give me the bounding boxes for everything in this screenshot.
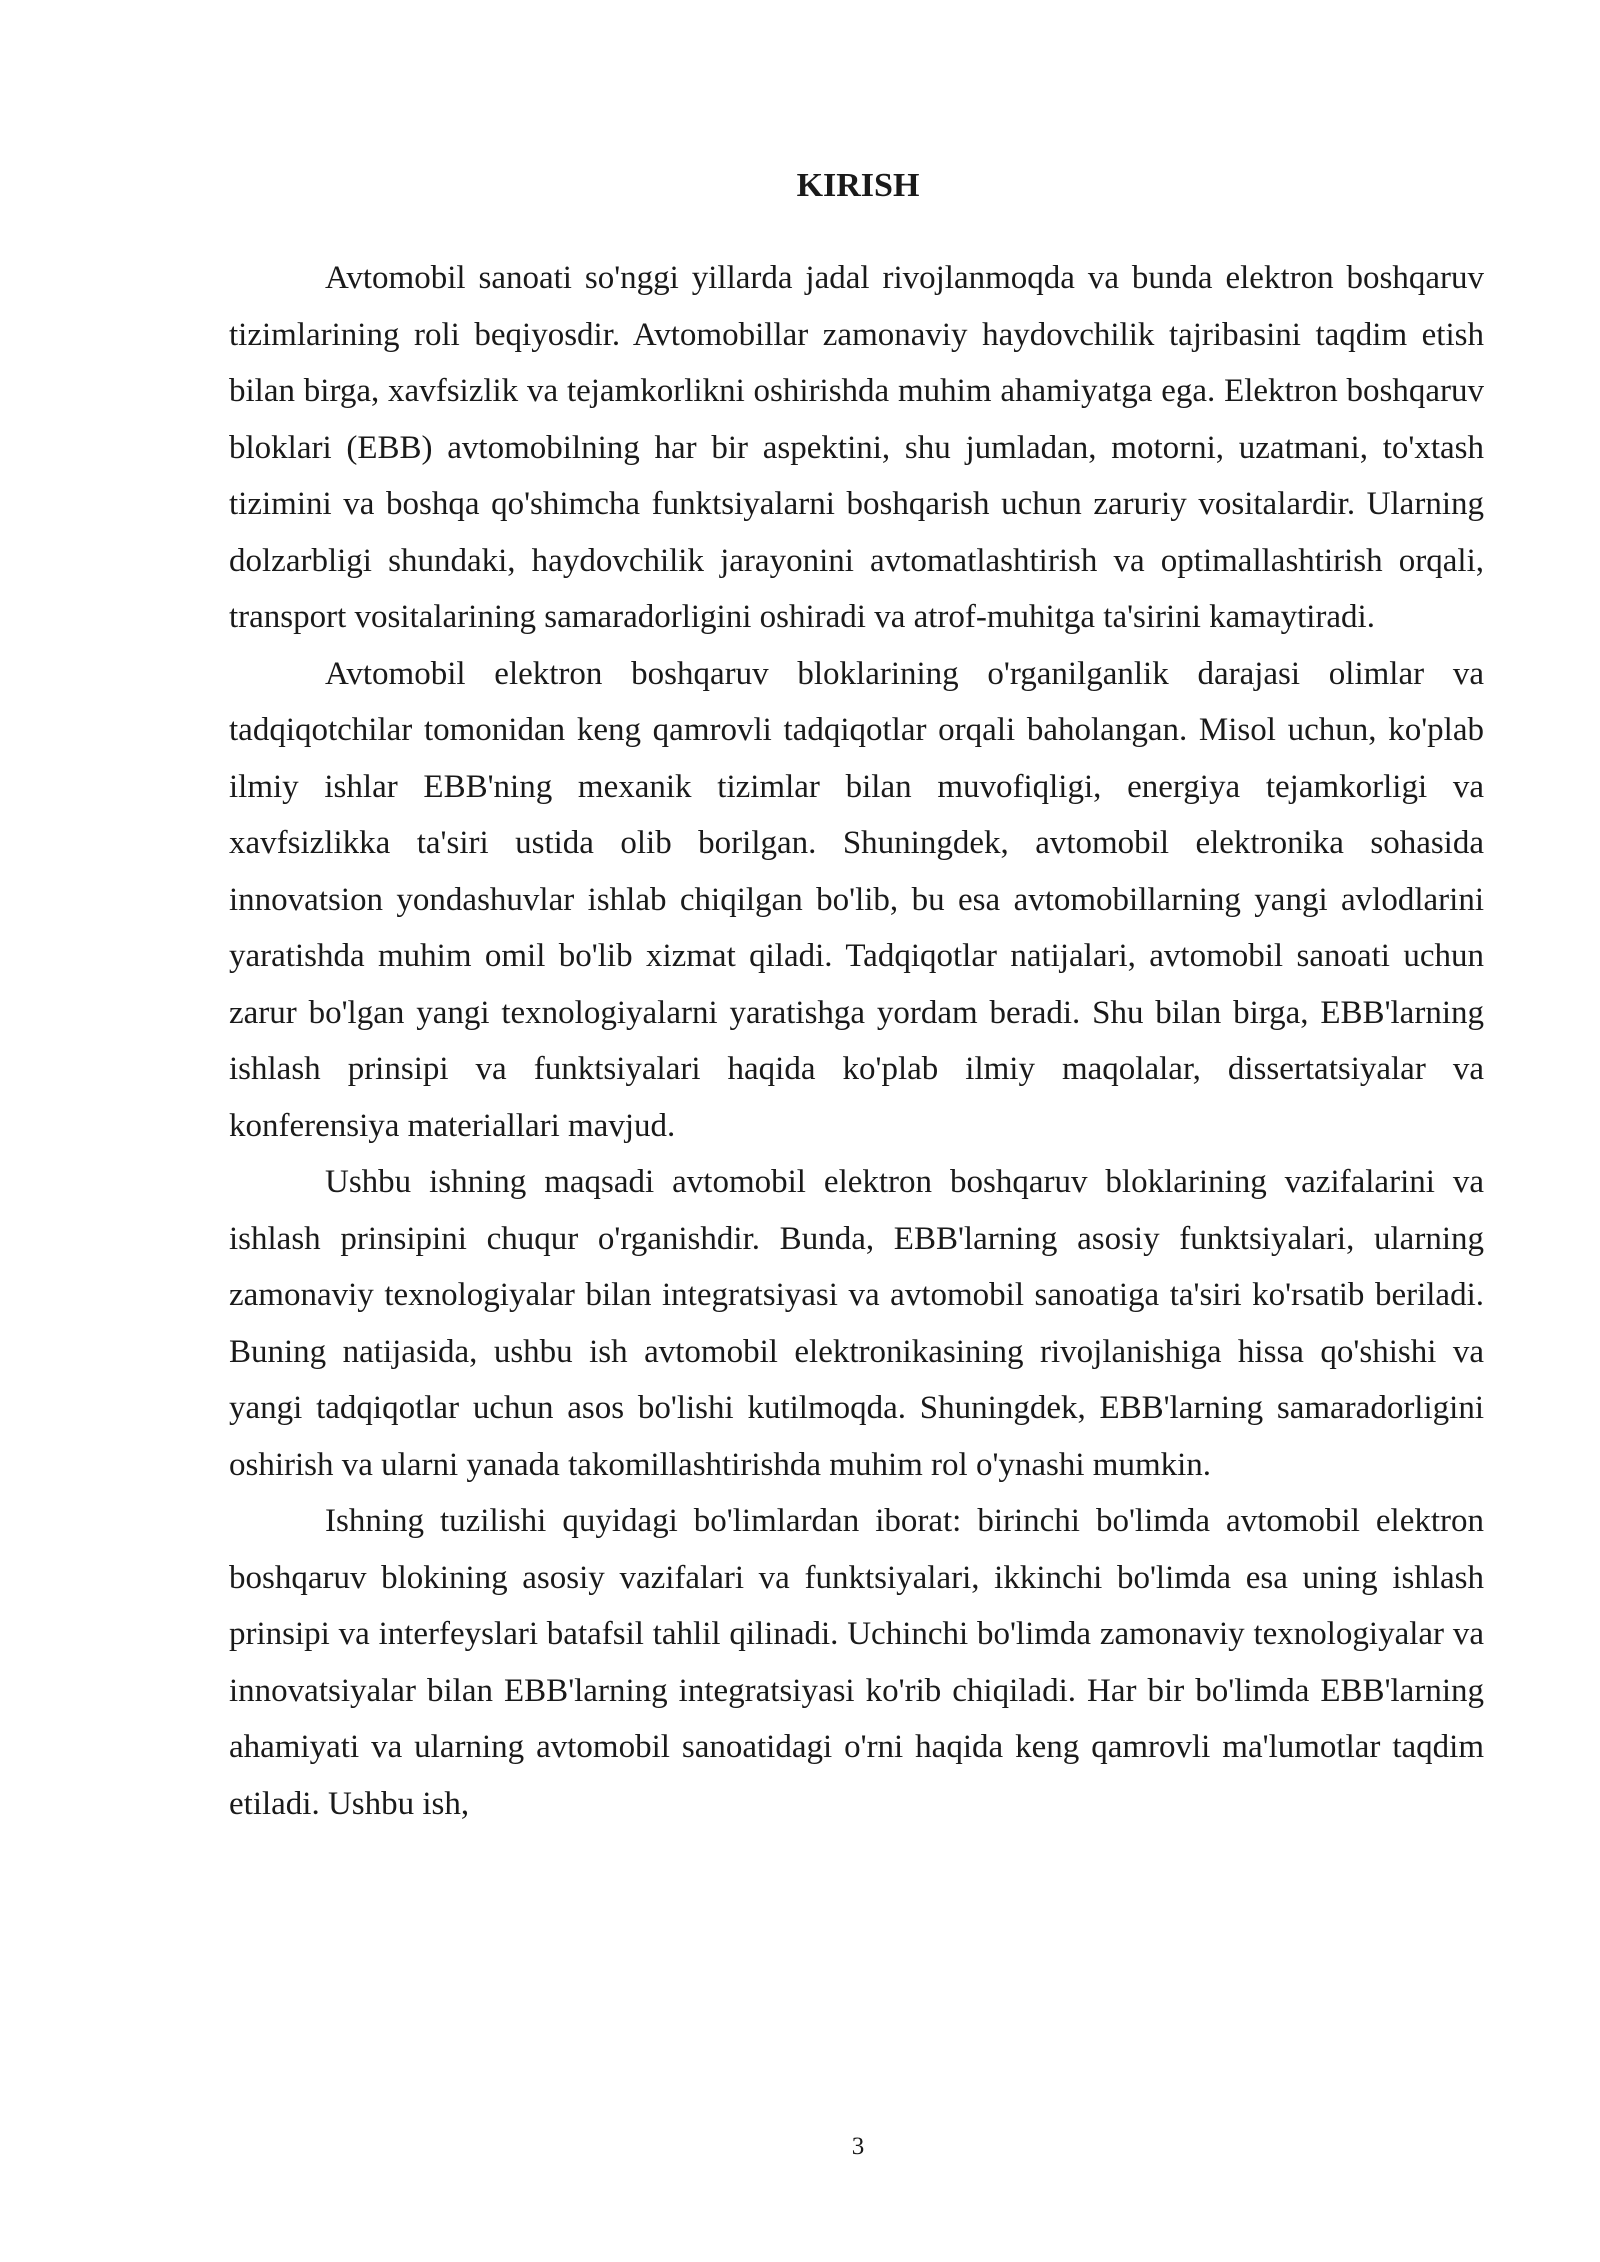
paragraph-3: Ushbu ishning maqsadi avtomobil elektron boshqaruv bloklarining vazifalarini va ishlash prinsipini chuqur o'rganishdir. Bunda, EBB'larning asosiy funktsiyalari, ularning zamonaviy texnologiyalar bilan integratsiyasi va avtomobil sanoatiga ta'siri ko'rsatib beriladi. Buning natijasida, ushbu ish avtomobil elektronikasining rivojlanishiga hissa qo'shishi va yangi tadqiqotlar uchun asos bo'lishi kutilmoqda. Shuningdek, EBB'larning samaradorligini oshirish va ularni yanada takomillashtirishda muhim rol o'ynashi mumkin. (229, 1164, 1484, 1483)
section-heading: KIRISH (796, 167, 920, 204)
page-number: 3 (851, 2133, 865, 2160)
body-text (229, 250, 1484, 1832)
paragraph-1: Avtomobil sanoati so'nggi yillarda jadal rivojlanmoqda va bunda elektron boshqaruv tizimlarining roli beqiyosdir. Avtomobillar zamonaviy haydovchilik tajribasini taqdim etish bilan birga, xavfsizlik va tejamkorlikni oshirishda muhim ahamiyatga ega. Elektron boshqaruv bloklari (EBB) avtomobilning har bir aspektini, shu jumladan, motorni, uzatmani, to'xtash tizimini va boshqa qo'shimcha funktsiyalarni boshqarish uchun zaruriy vositalardir. Ularning dolzarbligi shundaki, haydovchilik jarayonini avtomatlashtirish va optimallashtirish orqali, transport vositalarining samaradorligini oshiradi va atrof-muhitga ta'sirini kamaytiradi. (229, 260, 1484, 635)
paragraph-2: Avtomobil elektron boshqaruv bloklarining o'rganilganlik darajasi olimlar va tadqiqotchilar tomonidan keng qamrovli tadqiqotlar orqali baholangan. Misol uchun, ko'plab ilmiy ishlar EBB'ning mexanik tizimlar bilan muvofiqligi, energiya tejamkorligi va xavfsizlikka ta'siri ustida olib borilgan. Shuningdek, avtomobil elektronika sohasida innovatsion yondashuvlar ishlab chiqilgan bo'lib, bu esa avtomobillarning yangi avlodlarini yaratishda muhim omil bo'lib xizmat qiladi. Tadqiqotlar natijalari, avtomobil sanoati uchun zarur bo'lgan yangi texnologiyalarni yaratishga yordam beradi. Shu bilan birga, EBB'larning ishlash prinsipi va funktsiyalari haqida ko'plab ilmiy maqolalar, dissertatsiyalar va konferensiya materiallari mavjud. (229, 655, 1484, 1144)
paragraph-4: Ishning tuzilishi quyidagi bo'limlardan iborat: birinchi bo'limda avtomobil elektron boshqaruv blokining asosiy vazifalari va funktsiyalari, ikkinchi bo'limda esa uning ishlash prinsipi va interfeyslari batafsil tahlil qilinadi. Uchinchi bo'limda zamonaviy texnologiyalar va innovatsiyalar bilan EBB'larning integratsiyasi ko'rib chiqiladi. Har bir bo'limda EBB'larning ahamiyati va ularning avtomobil sanoatidagi o'rni haqida keng qamrovli ma'lumotlar taqdim etiladi. Ushbu ish, (229, 1503, 1484, 1822)
